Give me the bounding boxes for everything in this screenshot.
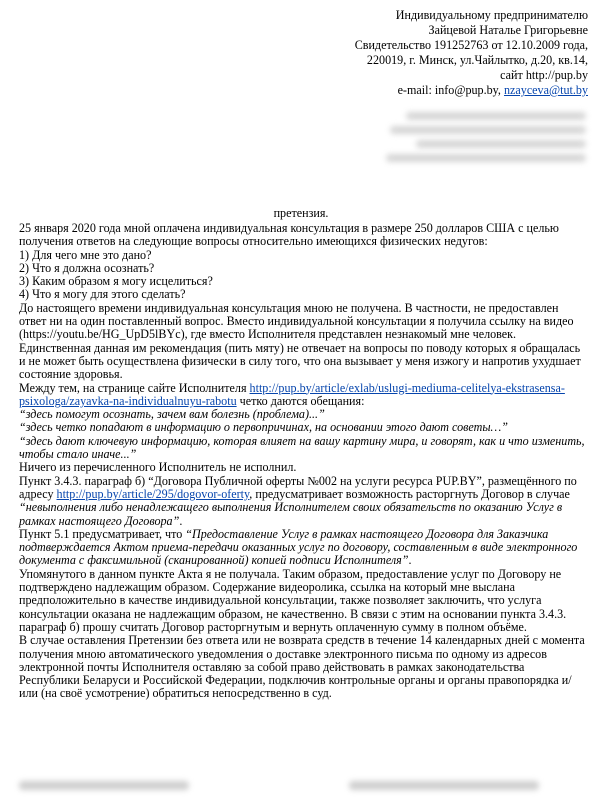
paragraph-deadline: В случае оставления Претензии без ответа или не возврата средств в течение 14 календарных дней с момента получения мною автоматического уведомления о доставке электронного письма по одному из адресов электронной почты Исполнителя оставляю за собой право действовать в рамках законодательства Республики Беларуси и Российской Федерации, подключив контрольные органы и органы правопорядка и/или (на своё усмотрение) обратиться непосредственно в суд. xyxy=(19,633,585,701)
redacted-line xyxy=(386,154,586,162)
paragraph-not-received: До настоящего времени индивидуальная консультация мною не получена. В частности, не предоставлен ответ ни на один поставленный вопрос. Вместо индивидуальной консультации я получила ссылку на видео (https://youtu.be/HG_UpD5lBYc), где вместо Исполнителя представлен незнакомый мне человек. Единственная данная им рекомендация (пить мяту) не отвечает на вопросы по поводу которых я обращалась и не может быть осуществлена физически в силу того, что она вызывает у меня изжогу и напротив ухудшает состояние здоровья. xyxy=(19,300,581,382)
redacted-line xyxy=(406,112,586,120)
email-label: e-mail: info@pup.by, xyxy=(397,83,504,97)
clause-51-quote: “Предоставление Услуг в рамках настоящего Договора для Заказчика подтверждается Актом приема-передачи оказанных услуг по договору, составленным в виде электронного документа с факсимильной (сканированной) копией подписи Исполнителя” xyxy=(19,526,578,568)
redacted-line xyxy=(390,126,586,134)
redacted-signature xyxy=(349,781,539,790)
offer-contract-link[interactable]: http://pup.by/article/295/dogovor-oferty xyxy=(56,486,250,501)
clause-343-mid: , предусматривает возможность расторгнуть Договор в случае xyxy=(249,486,570,501)
promises-page-link[interactable]: http://pup.by/article/exlab/uslugi-mediuma-celitelya-ekstrasensa-psixologa/zayavka-na-individualnuyu-rabotu xyxy=(19,380,565,408)
addressee-line-2: Зайцевой Натальe Григорьевне xyxy=(428,23,588,37)
promises-text-pre: Между тем, на странице сайте Исполнителя xyxy=(19,380,250,395)
clause-343-pre: Пункт 3.4.3. параграф б) “Договора Публичной оферты №002 на услуги ресурса PUP.BY”, размещённого по адресу xyxy=(19,473,577,501)
email-link[interactable]: nzayceva@tut.by xyxy=(503,83,588,97)
paragraph-act-not-received: Упомянутого в данном пункте Акта я не получала. Таким образом, предоставление услуг по Договору не подтверждено надлежащим образом. Содержание видеоролика, ссылка на который мне выслана предположительно в качестве индивидуальной консультации, также позволяет заключить, что услуга консультации оказана не надлежащим образом, не качественно. В связи с этим на основании пункта 3.4.3. параграф б) прошу считать Договор расторгнутым и вернуть оплаченную сумму в полном объёме. xyxy=(19,566,567,634)
promises-text-post: четко даются обещания: xyxy=(236,393,365,408)
addressee-line-4: 220019, г. Минск, ул.Чайлытко, д.20, кв.14, xyxy=(366,53,588,67)
clause-343-end: . xyxy=(179,513,183,528)
paragraph-payment: 25 января 2020 года мной оплачена индивидуальная консультация в размере 250 долларов США с целью получения ответов на следующие вопросы относительно имеющихся физических недугов: xyxy=(19,221,559,249)
addressee-line-1: Индивидуальному предпринимателю xyxy=(395,8,588,22)
quote-2: “здесь четко попадают в информацию о первопричинах, на основании этого дают советы…” xyxy=(19,420,509,435)
quote-1: “здесь помогут осознать, зачем вам болезнь (проблема)...” xyxy=(19,407,325,422)
clause-51-pre: Пункт 5.1 предусматривает, что xyxy=(19,526,186,541)
addressee-email-line xyxy=(355,83,588,98)
redacted-sender-block xyxy=(372,112,586,168)
clause-343-quote: “невыполнения либо ненадлежащего выполнения Исполнителем своих обязательств по оказанию Услуг в рамках настоящего Договора” xyxy=(19,500,563,528)
redacted-line xyxy=(416,140,586,148)
question-1: 1) Для чего мне это дано? xyxy=(19,247,152,262)
document-body xyxy=(19,222,585,701)
addressee-line-5: сайт http://pup.by xyxy=(500,68,588,82)
clause-51-end: . xyxy=(408,553,412,568)
paragraph-clause-51 xyxy=(19,528,585,568)
addressee-line-3: Свидетельство 191252763 от 12.10.2009 года, xyxy=(354,38,588,52)
paragraph-nothing-done: Ничего из перечисленного Исполнитель не исполнил. xyxy=(19,460,297,475)
quote-3: “здесь дают ключевую информацию, которая влияет на вашу картину мира, и говорят, как и что изменить, чтобы стало иначе...” xyxy=(19,433,585,462)
paragraph-clause-343 xyxy=(19,475,585,528)
addressee-block xyxy=(355,8,588,98)
redacted-date xyxy=(19,781,189,790)
question-2: 2) Что я должна осознать? xyxy=(19,260,155,275)
redacted-signature-line xyxy=(19,781,585,791)
question-4: 4) Что я могу для этого сделать? xyxy=(19,287,186,302)
paragraph-promises xyxy=(19,382,585,409)
document-title: претензия. xyxy=(273,206,329,220)
question-3: 3) Каким образом я могу исцелиться? xyxy=(19,274,213,289)
